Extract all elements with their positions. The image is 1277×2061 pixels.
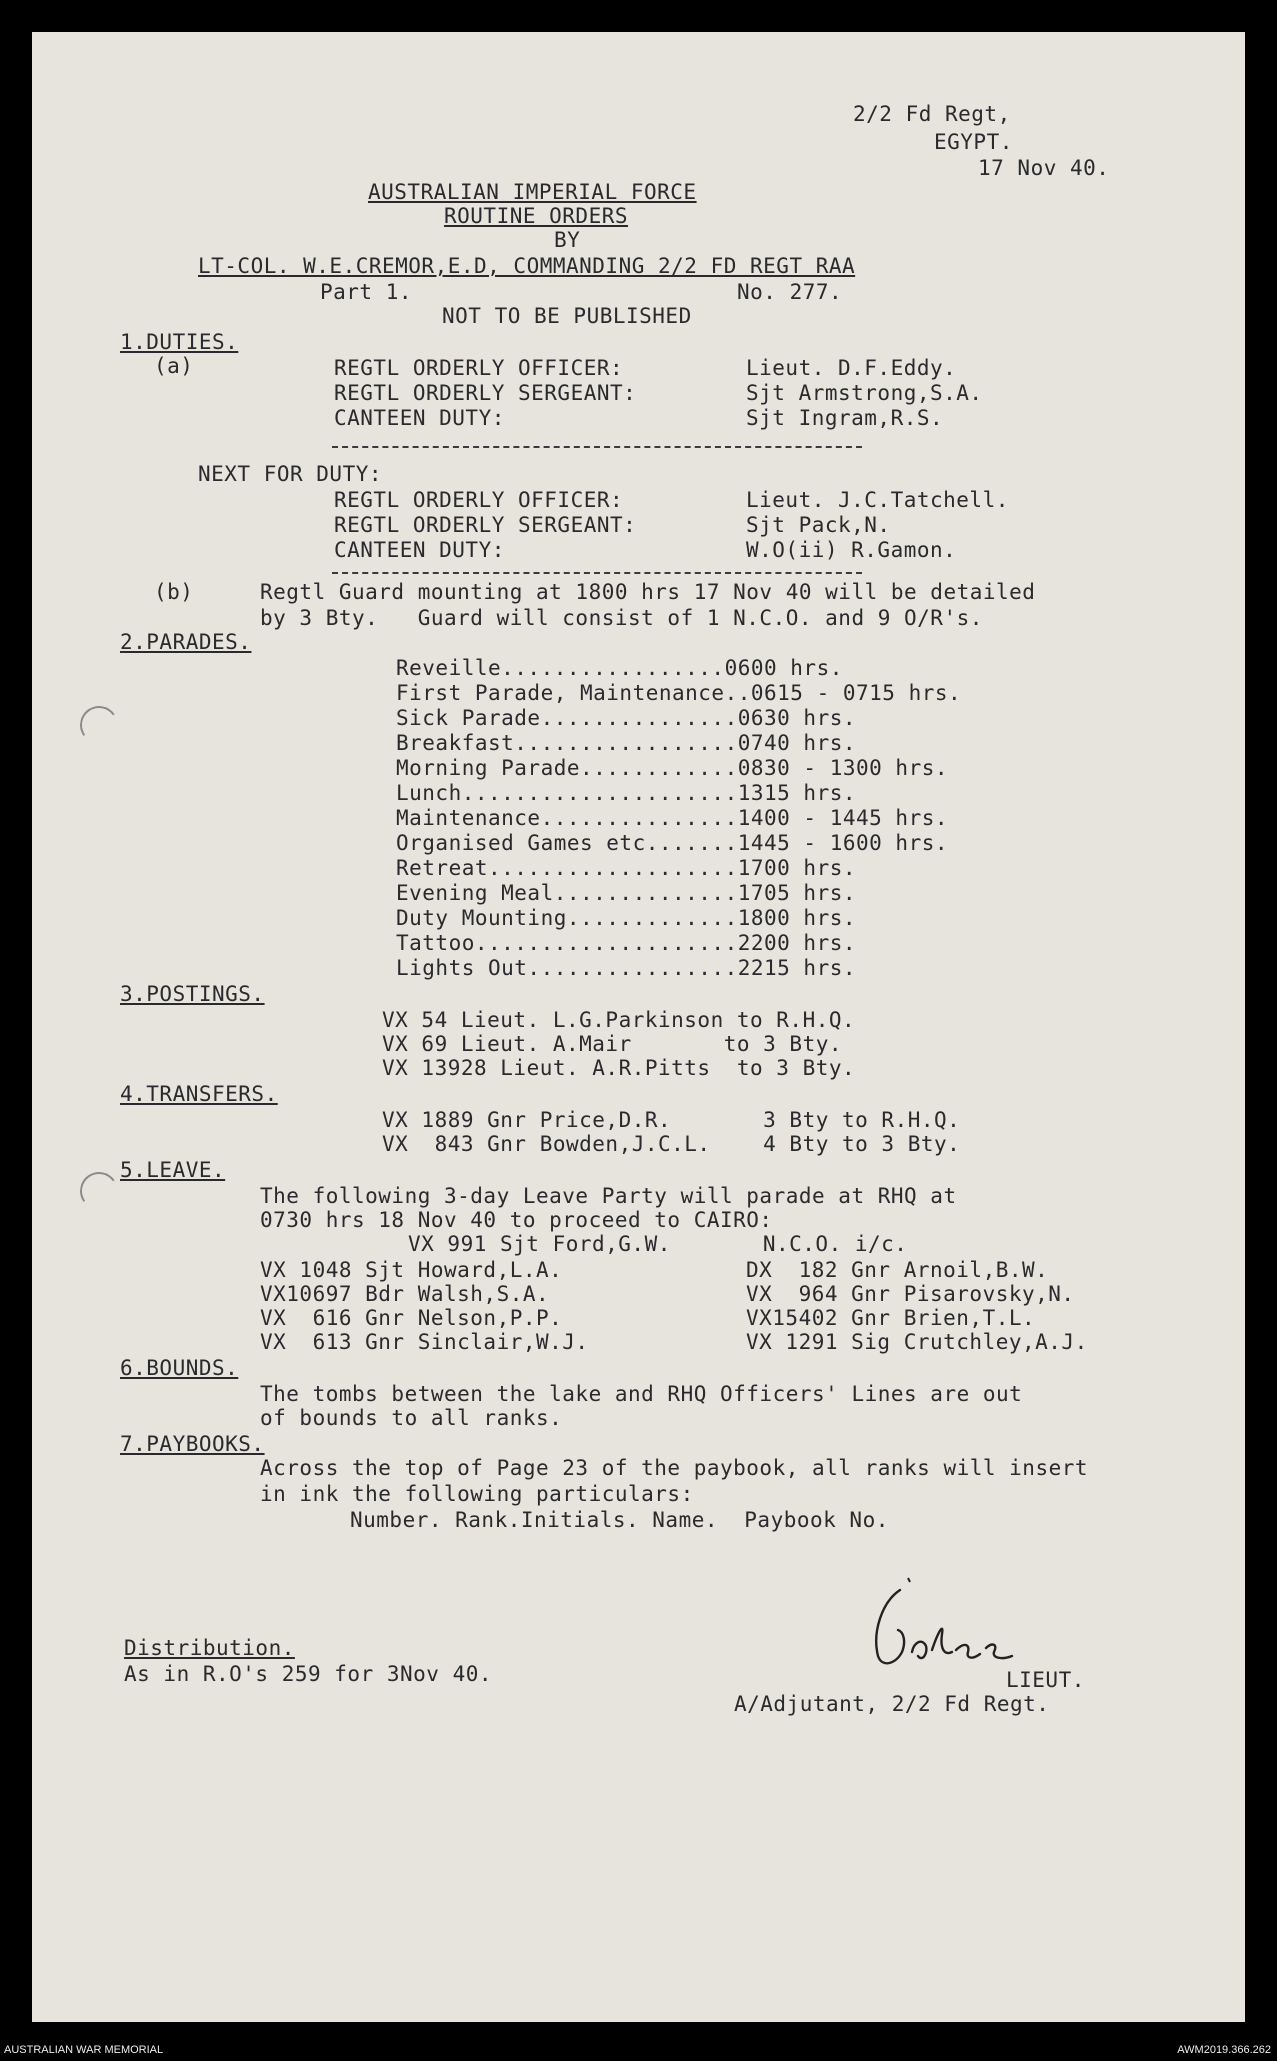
parade-row: Morning Parade............0830 - 1300 hrs. xyxy=(396,756,949,780)
paybooks-line-1: Across the top of Page 23 of the paybook, all ranks will insert xyxy=(260,1456,1089,1480)
order-number: No. 277. xyxy=(737,280,843,304)
section-postings-heading: 3.POSTINGS. xyxy=(120,982,265,1006)
paybooks-line-3: Number. Rank.Initials. Name. Paybook No. xyxy=(350,1508,889,1532)
guard-line-2: by 3 Bty. Guard will consist of 1 N.C.O. and 9 O/R's. xyxy=(260,606,983,630)
not-published-notice: NOT TO BE PUBLISHED xyxy=(442,304,692,328)
section-transfers-heading: 4.TRANSFERS. xyxy=(120,1082,278,1106)
transfer-row: VX 843 Gnr Bowden,J.C.L. 4 Bty to 3 Bty. xyxy=(382,1132,961,1156)
punch-hole-bottom xyxy=(77,1169,121,1213)
title-force: AUSTRALIAN IMPERIAL FORCE xyxy=(368,180,697,204)
leave-member: VX 1048 Sjt Howard,L.A. xyxy=(260,1258,563,1282)
distribution-line: As in R.O's 259 for 3Nov 40. xyxy=(124,1662,493,1686)
section-duties-heading: 1.DUTIES. xyxy=(120,330,239,354)
footer-accession-number: AWM2019.366.262 xyxy=(1177,2044,1271,2056)
guard-line-1: Regtl Guard mounting at 1800 hrs 17 Nov 40 will be detailed xyxy=(260,580,1036,604)
parade-row: Lights Out................2215 hrs. xyxy=(396,956,857,980)
leave-member: VX 616 Gnr Nelson,P.P. xyxy=(260,1306,563,1330)
duty-name: Sjt Armstrong,S.A. xyxy=(746,381,983,405)
parade-row: Evening Meal..............1705 hrs. xyxy=(396,881,857,905)
bounds-line-1: The tombs between the lake and RHQ Officers' Lines are out xyxy=(260,1382,1023,1406)
parade-row: Retreat...................1700 hrs. xyxy=(396,856,857,880)
leave-member: VX 613 Gnr Sinclair,W.J. xyxy=(260,1330,589,1354)
next-duty-role: REGTL ORDERLY SERGEANT: xyxy=(334,513,637,537)
title-orders: ROUTINE ORDERS xyxy=(444,204,629,228)
section-parades-heading: 2.PARADES. xyxy=(120,630,252,654)
parade-row: First Parade, Maintenance..0615 - 0715 hrs. xyxy=(396,681,962,705)
footer-archive-name: AUSTRALIAN WAR MEMORIAL xyxy=(4,2044,164,2056)
parade-row: Reveille.................0600 hrs. xyxy=(396,656,843,680)
signature-title: A/Adjutant, 2/2 Fd Regt. xyxy=(734,1692,1050,1716)
leave-nco: VX 991 Sjt Ford,G.W. N.C.O. i/c. xyxy=(408,1232,908,1256)
leave-line-2: 0730 hrs 18 Nov 40 to proceed to CAIRO: xyxy=(260,1208,773,1232)
parade-row: Tattoo....................2200 hrs. xyxy=(396,931,857,955)
place-name: EGYPT. xyxy=(934,130,1013,154)
duty-role: REGTL ORDERLY OFFICER: xyxy=(334,356,624,380)
section-paybooks-heading: 7.PAYBOOKS. xyxy=(120,1432,265,1456)
parade-row: Duty Mounting.............1800 hrs. xyxy=(396,906,857,930)
posting-row: VX 13928 Lieut. A.R.Pitts to 3 Bty. xyxy=(382,1056,856,1080)
section-leave-heading: 5.LEAVE. xyxy=(120,1158,226,1182)
commanding-officer-line: LT-COL. W.E.CREMOR,E.D, COMMANDING 2/2 FD REGT RAA xyxy=(198,254,856,278)
posting-row: VX 69 Lieut. A.Mair to 3 Bty. xyxy=(382,1032,843,1056)
divider xyxy=(332,572,862,574)
distribution-heading: Distribution. xyxy=(124,1636,295,1660)
leave-member: VX 964 Gnr Pisarovsky,N. xyxy=(746,1282,1075,1306)
parade-row: Breakfast.................0740 hrs. xyxy=(396,731,857,755)
duty-name: Sjt Ingram,R.S. xyxy=(746,406,944,430)
part-label: Part 1. xyxy=(320,280,413,304)
title-by: BY xyxy=(554,228,581,252)
next-duty-name: Sjt Pack,N. xyxy=(746,513,891,537)
signature-rank: LIEUT. xyxy=(1006,1668,1085,1692)
duties-sub-a: (a) xyxy=(154,354,194,378)
next-duty-role: REGTL ORDERLY OFFICER: xyxy=(334,488,624,512)
archive-footer xyxy=(0,2040,1277,2061)
parade-row: Maintenance...............1400 - 1445 hrs. xyxy=(396,806,949,830)
duty-role: REGTL ORDERLY SERGEANT: xyxy=(334,381,637,405)
posting-row: VX 54 Lieut. L.G.Parkinson to R.H.Q. xyxy=(382,1008,856,1032)
next-for-duty-heading: NEXT FOR DUTY: xyxy=(198,462,383,486)
divider xyxy=(332,446,862,448)
paybooks-line-2: in ink the following particulars: xyxy=(260,1482,694,1506)
section-bounds-heading: 6.BOUNDS. xyxy=(120,1356,239,1380)
bounds-line-2: of bounds to all ranks. xyxy=(260,1406,563,1430)
duties-sub-b: (b) xyxy=(154,580,194,604)
unit-name: 2/2 Fd Regt, xyxy=(853,102,1011,126)
parade-row: Organised Games etc.......1445 - 1600 hrs. xyxy=(396,831,949,855)
punch-hole-top xyxy=(77,703,121,747)
leave-member: VX15402 Gnr Brien,T.L. xyxy=(746,1306,1036,1330)
leave-member: DX 182 Gnr Arnoil,B.W. xyxy=(746,1258,1049,1282)
next-duty-name: W.O(ii) R.Gamon. xyxy=(746,538,957,562)
parade-row: Lunch.....................1315 hrs. xyxy=(396,781,857,805)
next-duty-name: Lieut. J.C.Tatchell. xyxy=(746,488,1009,512)
handwritten-signature xyxy=(852,1572,1042,1682)
duty-name: Lieut. D.F.Eddy. xyxy=(746,356,957,380)
leave-line-1: The following 3-day Leave Party will parade at RHQ at xyxy=(260,1184,957,1208)
order-date: 17 Nov 40. xyxy=(978,156,1110,180)
next-duty-role: CANTEEN DUTY: xyxy=(334,538,505,562)
parade-row: Sick Parade...............0630 hrs. xyxy=(396,706,857,730)
transfer-row: VX 1889 Gnr Price,D.R. 3 Bty to R.H.Q. xyxy=(382,1108,961,1132)
leave-member: VX10697 Bdr Walsh,S.A. xyxy=(260,1282,550,1306)
leave-member: VX 1291 Sig Crutchley,A.J. xyxy=(746,1330,1088,1354)
document-page xyxy=(32,32,1245,2022)
duty-role: CANTEEN DUTY: xyxy=(334,406,505,430)
